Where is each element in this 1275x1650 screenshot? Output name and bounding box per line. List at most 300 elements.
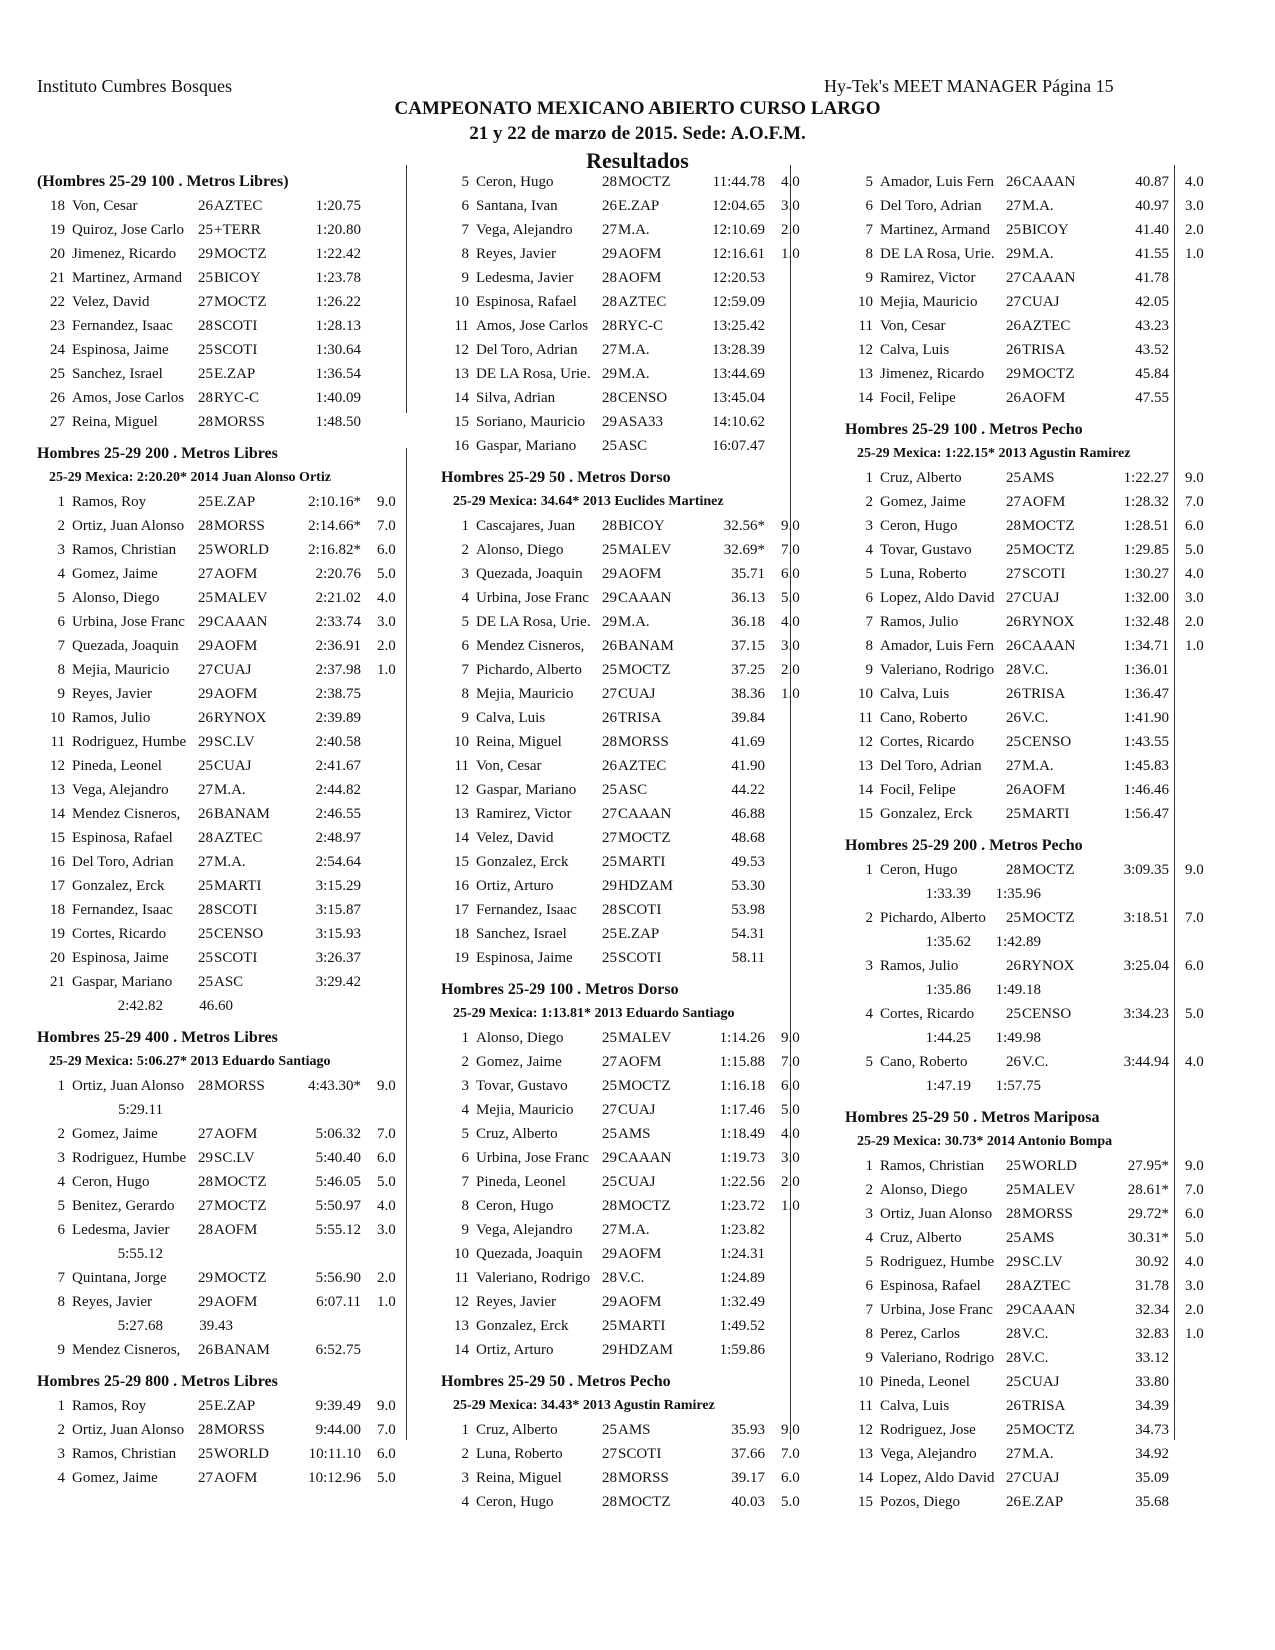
swimmer-age: 25: [1006, 910, 1021, 926]
swimmer-age: 27: [602, 806, 617, 822]
swimmer-age: 25: [602, 1030, 617, 1046]
swimmer-name: Ortiz, Juan Alonso: [72, 1422, 185, 1438]
place: 14: [858, 1470, 873, 1486]
split-time-1: 1:35.62: [925, 934, 971, 950]
result-row: [37, 538, 430, 562]
team: M.A.: [1022, 198, 1054, 214]
event-title: Hombres 25-29 100 . Metros Dorso: [441, 981, 679, 998]
points: 1.0: [1185, 638, 1204, 654]
swimmer-name: Velez, David: [72, 294, 150, 310]
result-row: [441, 610, 831, 634]
swimmer-age: 25: [198, 758, 213, 774]
result-row: [441, 634, 831, 658]
final-time: 3:15.29: [315, 878, 361, 894]
points: 4.0: [781, 174, 800, 190]
split-time-1: 2:42.82: [117, 998, 163, 1014]
team: HDZAM: [618, 1342, 673, 1358]
final-time: 1:34.71: [1123, 638, 1169, 654]
team: SCOTI: [618, 1446, 662, 1462]
swimmer-age: 27: [1006, 198, 1021, 214]
result-row: [845, 1442, 1235, 1466]
swimmer-name: Reyes, Javier: [72, 686, 152, 702]
final-time: 2:33.74: [315, 614, 361, 630]
result-row: [37, 778, 430, 802]
points: 9.0: [781, 518, 800, 534]
final-time: 3:09.35: [1123, 862, 1169, 878]
split-times: [37, 994, 430, 1018]
swimmer-name: Gomez, Jaime: [880, 494, 966, 510]
place: 22: [50, 294, 65, 310]
place: 8: [865, 1326, 873, 1342]
swimmer-name: Reyes, Javier: [476, 246, 556, 262]
team: MOCTZ: [214, 246, 267, 262]
split-time-2: 1:49.98: [995, 1030, 1041, 1046]
final-time: 44.22: [731, 782, 765, 798]
swimmer-name: Ceron, Hugo: [476, 1198, 554, 1214]
swimmer-age: 28: [1006, 518, 1021, 534]
team: MORSS: [618, 734, 669, 750]
place: 3: [57, 542, 65, 558]
place: 11: [858, 710, 873, 726]
team: MOCTZ: [618, 1494, 671, 1510]
result-row: [441, 1338, 831, 1362]
result-row: [37, 1442, 430, 1466]
swimmer-age: 26: [1006, 342, 1021, 358]
swimmer-age: 29: [198, 1270, 213, 1286]
swimmer-name: Amador, Luis Fern: [880, 174, 994, 190]
result-row: [441, 1290, 831, 1314]
result-row: [441, 290, 831, 314]
team: BANAM: [214, 806, 270, 822]
result-row: [845, 1346, 1235, 1370]
swimmer-age: 27: [198, 294, 213, 310]
swimmer-age: 28: [1006, 862, 1021, 878]
swimmer-name: Mejia, Mauricio: [476, 1102, 574, 1118]
result-row: [441, 1146, 831, 1170]
split-times: [37, 1242, 430, 1266]
place: 7: [865, 222, 873, 238]
swimmer-age: 28: [602, 390, 617, 406]
final-time: 1:59.86: [719, 1342, 765, 1358]
team: CAAAN: [214, 614, 268, 630]
final-time: 41.78: [1135, 270, 1169, 286]
final-time: 9:39.49: [315, 1398, 361, 1414]
team: ASA33: [618, 414, 664, 430]
place: 6: [865, 1278, 873, 1294]
swimmer-age: 25: [1006, 222, 1021, 238]
result-row: [441, 1242, 831, 1266]
swimmer-name: Quezada, Joaquin: [72, 638, 179, 654]
place: 10: [858, 1374, 873, 1390]
swimmer-name: Quezada, Joaquin: [476, 1246, 583, 1262]
place: 13: [858, 366, 873, 382]
result-row: [845, 706, 1235, 730]
place: 9: [865, 270, 873, 286]
place: 21: [50, 974, 65, 990]
swimmer-name: Espinosa, Jaime: [72, 950, 169, 966]
swimmer-name: Calva, Luis: [880, 1398, 950, 1414]
result-row: [37, 362, 430, 386]
team: CAAAN: [618, 590, 672, 606]
result-row: [845, 1202, 1235, 1226]
swimmer-age: 27: [1006, 294, 1021, 310]
swimmer-name: Ramos, Julio: [880, 958, 959, 974]
swimmer-name: Von, Cesar: [72, 198, 138, 214]
team: RYNOX: [1022, 958, 1075, 974]
points: 2.0: [1185, 614, 1204, 630]
place: 11: [454, 318, 469, 334]
swimmer-name: Rodriguez, Jose: [880, 1422, 976, 1438]
team: ASC: [618, 438, 648, 454]
final-time: 2:38.75: [315, 686, 361, 702]
points: 5.0: [377, 1470, 396, 1486]
team: E.ZAP: [618, 926, 660, 942]
team: V.C.: [1022, 1326, 1049, 1342]
place: 16: [50, 854, 65, 870]
team: CENSO: [618, 390, 668, 406]
place: 4: [461, 1494, 469, 1510]
swimmer-age: 26: [198, 710, 213, 726]
final-time: 48.68: [731, 830, 765, 846]
place: 7: [865, 1302, 873, 1318]
place: 6: [461, 198, 469, 214]
result-row: [845, 1178, 1235, 1202]
points: 5.0: [1185, 1230, 1204, 1246]
swimmer-age: 28: [602, 1270, 617, 1286]
place: 7: [461, 222, 469, 238]
swimmer-name: Pichardo, Alberto: [880, 910, 986, 926]
points: 1.0: [1185, 246, 1204, 262]
place: 3: [865, 518, 873, 534]
result-row: [441, 314, 831, 338]
place: 7: [461, 662, 469, 678]
team: CUAJ: [1022, 1374, 1060, 1390]
place: 1: [461, 518, 469, 534]
swimmer-name: Lopez, Aldo David: [880, 590, 995, 606]
swimmer-age: 29: [602, 1150, 617, 1166]
team: MORSS: [214, 414, 265, 430]
event-title: Hombres 25-29 200 . Metros Pecho: [845, 837, 1083, 854]
place: 7: [865, 614, 873, 630]
result-row: [845, 1002, 1235, 1026]
points: 7.0: [377, 1422, 396, 1438]
team: CUAJ: [618, 1174, 656, 1190]
swimmer-age: 29: [602, 414, 617, 430]
swimmer-name: Ortiz, Arturo: [476, 878, 554, 894]
swimmer-age: 27: [602, 342, 617, 358]
event-record: 25-29 Mexica: 34.43* 2013 Agustin Ramirez: [453, 1398, 715, 1413]
swimmer-age: 29: [1006, 1302, 1021, 1318]
points: 7.0: [781, 542, 800, 558]
swimmer-name: Gaspar, Mariano: [72, 974, 173, 990]
swimmer-age: 29: [198, 246, 213, 262]
final-time: 39.84: [731, 710, 765, 726]
points: 9.0: [1185, 1158, 1204, 1174]
swimmer-age: 28: [602, 318, 617, 334]
final-time: 1:22.27: [1123, 470, 1169, 486]
swimmer-name: Gomez, Jaime: [72, 1470, 158, 1486]
team: AZTEC: [214, 830, 263, 846]
swimmer-name: Ledesma, Javier: [72, 1222, 170, 1238]
place: 25: [50, 366, 65, 382]
swimmer-age: 28: [198, 830, 213, 846]
place: 5: [461, 614, 469, 630]
final-time: 6:07.11: [316, 1294, 361, 1310]
final-time: 32.34: [1135, 1302, 1169, 1318]
swimmer-name: Espinosa, Jaime: [476, 950, 573, 966]
meet-title: CAMPEONATO MEXICANO ABIERTO CURSO LARGO: [394, 98, 881, 119]
swimmer-age: 26: [1006, 686, 1021, 702]
swimmer-age: 25: [602, 1078, 617, 1094]
result-row: [37, 314, 430, 338]
place: 6: [461, 638, 469, 654]
place: 6: [57, 614, 65, 630]
team: CAAAN: [618, 1150, 672, 1166]
result-row: [845, 194, 1235, 218]
place: 5: [865, 1054, 873, 1070]
place: 3: [865, 958, 873, 974]
points: 6.0: [377, 1446, 396, 1462]
swimmer-name: Vega, Alejandro: [476, 222, 573, 238]
team: MORSS: [1022, 1206, 1073, 1222]
points: 3.0: [377, 1222, 396, 1238]
result-row: [845, 858, 1235, 882]
final-time: 3:15.87: [315, 902, 361, 918]
swimmer-age: 28: [1006, 1326, 1021, 1342]
swimmer-name: Ceron, Hugo: [880, 862, 958, 878]
swimmer-age: 26: [1006, 1054, 1021, 1070]
swimmer-age: 29: [602, 1294, 617, 1310]
final-time: 3:26.37: [315, 950, 361, 966]
final-time: 28.61*: [1127, 1182, 1169, 1198]
result-row: [37, 1170, 430, 1194]
result-row: [37, 266, 430, 290]
points: 5.0: [377, 1174, 396, 1190]
swimmer-name: Urbina, Jose Franc: [880, 1302, 993, 1318]
final-time: 1:36.54: [315, 366, 361, 382]
swimmer-age: 29: [602, 246, 617, 262]
result-row: [441, 730, 831, 754]
swimmer-age: 25: [1006, 1374, 1021, 1390]
team: V.C.: [1022, 662, 1049, 678]
final-time: 1:43.55: [1123, 734, 1169, 750]
swimmer-age: 25: [602, 782, 617, 798]
swimmer-name: Espinosa, Jaime: [72, 342, 169, 358]
team: E.ZAP: [214, 366, 256, 382]
final-time: 1:32.48: [1123, 614, 1169, 630]
swimmer-name: Cortes, Ricardo: [880, 734, 975, 750]
place: 11: [454, 1270, 469, 1286]
swimmer-name: Lopez, Aldo David: [880, 1470, 995, 1486]
swimmer-age: 28: [602, 1470, 617, 1486]
final-time: 2:54.64: [315, 854, 361, 870]
swimmer-name: Ceron, Hugo: [880, 518, 958, 534]
team: CENSO: [1022, 1006, 1072, 1022]
place: 9: [461, 1222, 469, 1238]
swimmer-age: 25: [602, 1174, 617, 1190]
swimmer-age: 25: [1006, 1182, 1021, 1198]
swimmer-name: Gonzalez, Erck: [476, 854, 569, 870]
final-time: 5:50.97: [315, 1198, 361, 1214]
final-time: 1:28.13: [315, 318, 361, 334]
team: TRISA: [1022, 1398, 1066, 1414]
swimmer-name: Mejia, Mauricio: [476, 686, 574, 702]
place: 14: [858, 782, 873, 798]
place: 15: [858, 806, 873, 822]
result-row: [845, 658, 1235, 682]
swimmer-name: Gonzalez, Erck: [880, 806, 973, 822]
event-title: Hombres 25-29 50 . Metros Mariposa: [845, 1109, 1100, 1126]
final-time: 1:32.00: [1123, 590, 1169, 606]
swimmer-name: Ceron, Hugo: [476, 174, 554, 190]
place: 5: [461, 1126, 469, 1142]
place: 13: [50, 782, 65, 798]
swimmer-name: Mendez Cisneros,: [72, 1342, 181, 1358]
swimmer-age: 25: [1006, 806, 1021, 822]
place: 14: [454, 1342, 469, 1358]
team: BANAM: [214, 1342, 270, 1358]
final-time: 1:19.73: [719, 1150, 765, 1166]
swimmer-name: Benitez, Gerardo: [72, 1198, 175, 1214]
final-time: 2:37.98: [315, 662, 361, 678]
swimmer-age: 25: [198, 270, 213, 286]
result-row: [37, 874, 430, 898]
place: 5: [865, 566, 873, 582]
result-row: [845, 754, 1235, 778]
result-row: [37, 386, 430, 410]
final-time: 10:11.10: [308, 1446, 361, 1462]
team: RYC-C: [214, 390, 260, 406]
swimmer-age: 26: [1006, 958, 1021, 974]
swimmer-name: Mejia, Mauricio: [880, 294, 978, 310]
final-time: 41.90: [731, 758, 765, 774]
place: 16: [454, 438, 469, 454]
place: 3: [865, 1206, 873, 1222]
swimmer-name: Gonzalez, Erck: [72, 878, 165, 894]
swimmer-name: Alonso, Diego: [476, 1030, 564, 1046]
result-row: [441, 802, 831, 826]
final-time: 1:14.26: [719, 1030, 765, 1046]
result-row: [845, 538, 1235, 562]
swimmer-name: Gonzalez, Erck: [476, 1318, 569, 1334]
team: WORLD: [214, 542, 269, 558]
swimmer-age: 27: [602, 686, 617, 702]
final-time: 13:25.42: [712, 318, 765, 334]
points: 2.0: [781, 1174, 800, 1190]
final-time: 53.30: [731, 878, 765, 894]
swimmer-age: 28: [602, 902, 617, 918]
swimmer-name: Ledesma, Javier: [476, 270, 574, 286]
swimmer-age: 28: [1006, 662, 1021, 678]
final-time: 12:16.61: [712, 246, 765, 262]
final-time: 2:14.66*: [308, 518, 361, 534]
team: CUAJ: [618, 1102, 656, 1118]
final-time: 43.23: [1135, 318, 1169, 334]
team: M.A.: [618, 366, 650, 382]
team: V.C.: [1022, 710, 1049, 726]
team: SC.LV: [214, 734, 255, 750]
swimmer-name: Ramirez, Victor: [476, 806, 572, 822]
team: MALEV: [214, 590, 268, 606]
team: M.A.: [618, 1222, 650, 1238]
team: MOCTZ: [618, 1078, 671, 1094]
place: 16: [454, 878, 469, 894]
swimmer-age: 29: [1006, 1254, 1021, 1270]
final-time: 13:45.04: [712, 390, 765, 406]
place: 24: [50, 342, 65, 358]
final-time: 9:44.00: [315, 1422, 361, 1438]
place: 9: [57, 1342, 65, 1358]
final-time: 41.55: [1135, 246, 1169, 262]
points: 3.0: [781, 1150, 800, 1166]
team: MARTI: [618, 1318, 666, 1334]
result-row: [37, 610, 430, 634]
result-row: [37, 338, 430, 362]
swimmer-age: 25: [198, 590, 213, 606]
swimmer-name: Cano, Roberto: [880, 710, 968, 726]
result-row: [37, 1194, 430, 1218]
swimmer-name: Alonso, Diego: [72, 590, 160, 606]
place: 15: [50, 830, 65, 846]
result-row: [845, 1250, 1235, 1274]
final-time: 1:40.09: [315, 390, 361, 406]
team: E.ZAP: [1022, 1494, 1064, 1510]
result-row: [441, 194, 831, 218]
team: CUAJ: [1022, 1470, 1060, 1486]
team: E.ZAP: [214, 1398, 256, 1414]
split-time-1: 5:29.11: [118, 1102, 163, 1118]
swimmer-age: 26: [198, 806, 213, 822]
final-time: 1:22.56: [719, 1174, 765, 1190]
place: 1: [57, 494, 65, 510]
place: 10: [454, 734, 469, 750]
final-time: 1:15.88: [719, 1054, 765, 1070]
points: 4.0: [1185, 566, 1204, 582]
place: 7: [57, 1270, 65, 1286]
final-time: 35.93: [731, 1422, 765, 1438]
place: 3: [461, 1470, 469, 1486]
place: 12: [50, 758, 65, 774]
final-time: 41.69: [731, 734, 765, 750]
swimmer-age: 28: [198, 414, 213, 430]
swimmer-age: 27: [1006, 758, 1021, 774]
result-row: [441, 1466, 831, 1490]
swimmer-name: Sanchez, Israel: [476, 926, 567, 942]
team: MORSS: [214, 1422, 265, 1438]
swimmer-age: 29: [602, 566, 617, 582]
team: AOFM: [214, 1294, 258, 1310]
place: 2: [461, 1446, 469, 1462]
place: 14: [454, 830, 469, 846]
place: 12: [858, 734, 873, 750]
swimmer-age: 26: [1006, 638, 1021, 654]
swimmer-age: 26: [198, 198, 213, 214]
swimmer-name: DE LA Rosa, Urie.: [476, 614, 591, 630]
team: SC.LV: [214, 1150, 255, 1166]
swimmer-name: Mejia, Mauricio: [72, 662, 170, 678]
swimmer-age: 26: [602, 638, 617, 654]
final-time: 2:39.89: [315, 710, 361, 726]
final-time: 37.66: [731, 1446, 765, 1462]
swimmer-age: 25: [198, 542, 213, 558]
team: M.A.: [618, 614, 650, 630]
place: 27: [50, 414, 65, 430]
swimmer-name: Von, Cesar: [880, 318, 946, 334]
event-title: Hombres 25-29 200 . Metros Libres: [37, 445, 278, 462]
result-row: [441, 1490, 831, 1514]
result-row: [37, 706, 430, 730]
result-row: [845, 314, 1235, 338]
